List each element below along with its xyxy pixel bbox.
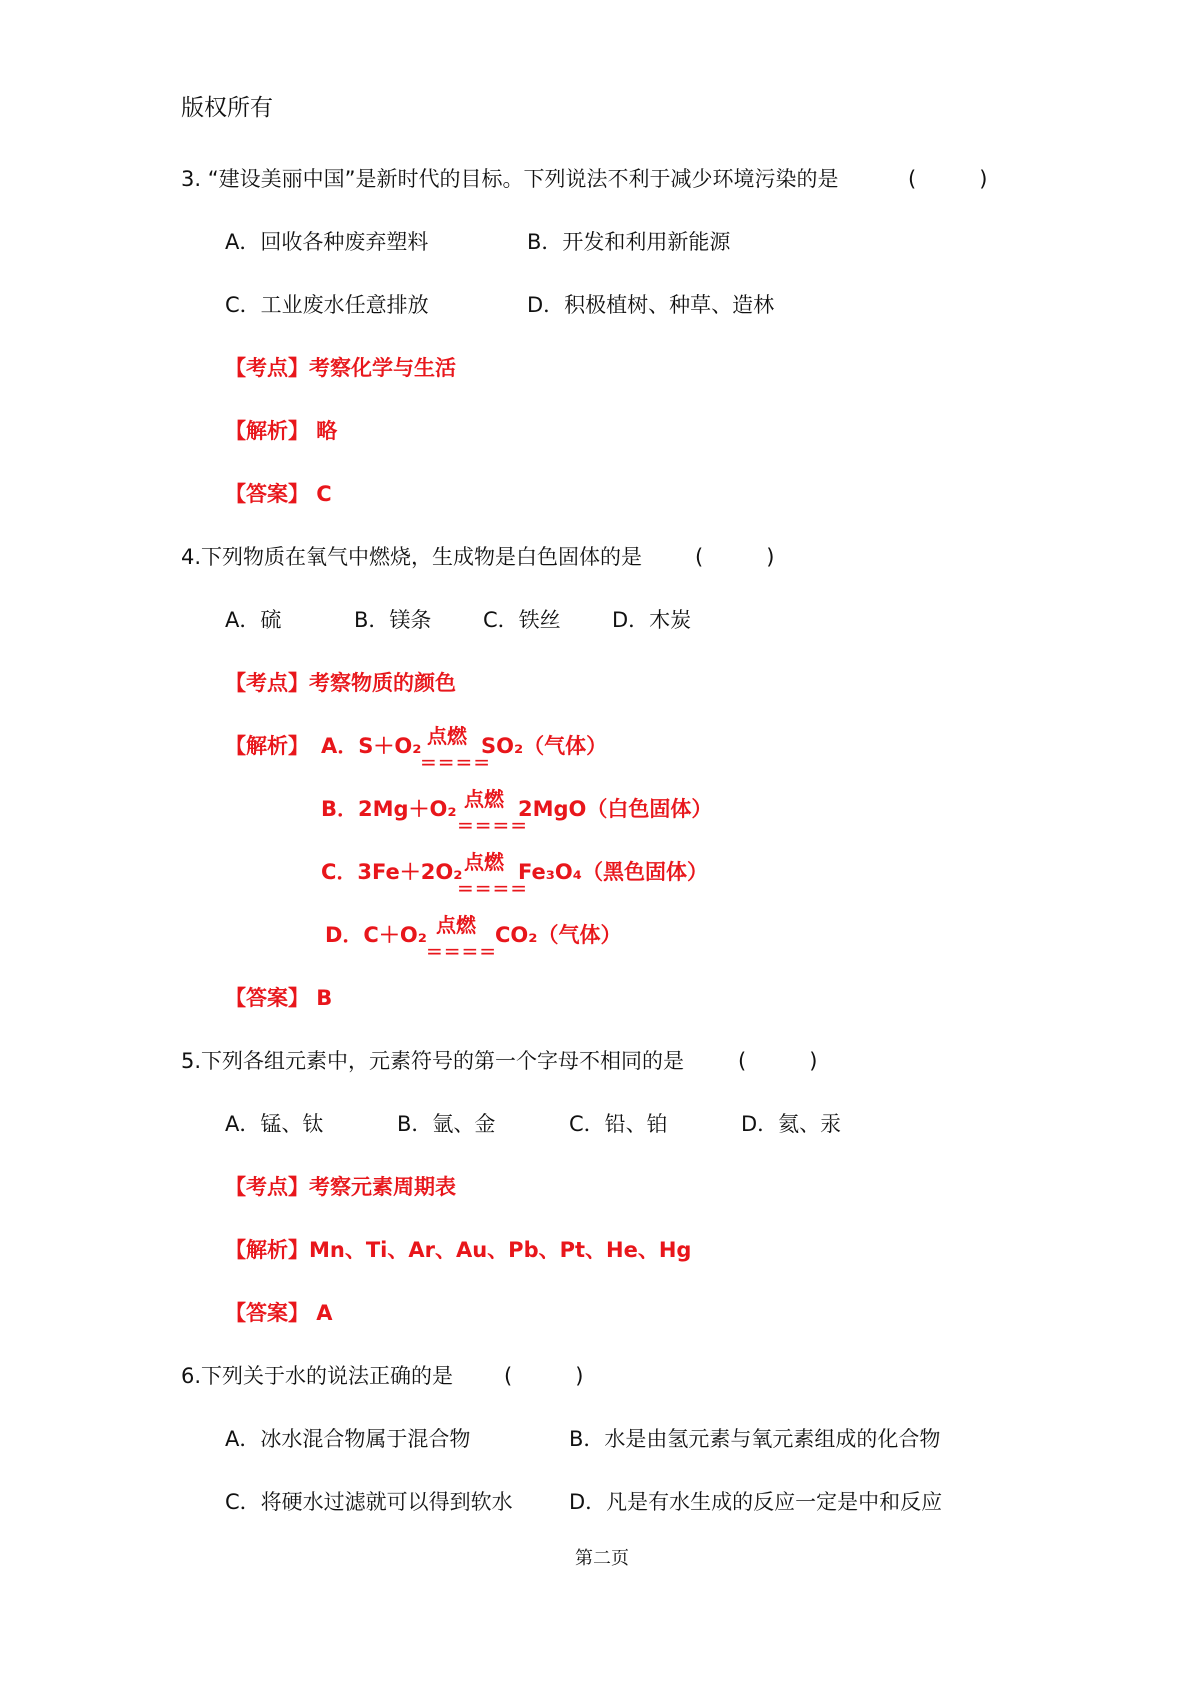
- equation-reactants: C．3Fe＋2O₂: [321, 860, 463, 884]
- reaction-condition: 点燃: [436, 913, 476, 937]
- q3-answer-paren: ( ): [908, 167, 988, 191]
- reaction-equals: ====: [426, 939, 498, 963]
- equation-products: SO₂（气体）: [481, 734, 608, 758]
- q4-stem: 4.下列物质在氧气中燃烧，生成物是白色固体的是: [181, 545, 643, 569]
- q4-option-b: B．镁条: [354, 608, 432, 632]
- q5-answer: 【答案】 A: [225, 1301, 333, 1325]
- q5-option-c: C．铅、铂: [569, 1112, 668, 1136]
- q6-option-c: C．将硬水过滤就可以得到软水: [225, 1490, 513, 1514]
- q4-option-a: A．硫: [225, 608, 282, 632]
- q4-equation-a: [321, 724, 651, 781]
- reaction-equals: ====: [457, 876, 529, 900]
- q5-kaodian: 【考点】考察元素周期表: [225, 1175, 456, 1199]
- reaction-equals: ====: [457, 813, 529, 837]
- q3-stem: 3. “建设美丽中国”是新时代的目标。下列说法不利于减少环境污染的是: [181, 167, 839, 191]
- q5-stem: 5.下列各组元素中，元素符号的第一个字母不相同的是: [181, 1049, 685, 1073]
- equation-products: CO₂（气体）: [495, 923, 622, 947]
- equation-reactants: A．S＋O₂: [321, 734, 422, 758]
- q3-option-c: C．工业废水任意排放: [225, 293, 429, 317]
- q3-jiexi: 【解析】 略: [225, 419, 338, 443]
- q5-answer-paren: ( ): [738, 1049, 818, 1073]
- reaction-condition: 点燃: [464, 787, 504, 811]
- reaction-condition: 点燃: [427, 724, 467, 748]
- q4-equation-d: [325, 913, 655, 970]
- q3-answer: 【答案】 C: [225, 482, 332, 506]
- q4-answer-paren: ( ): [695, 545, 775, 569]
- q5-option-a: A．锰、钛: [225, 1112, 324, 1136]
- reaction-equals: ====: [420, 750, 492, 774]
- q6-option-a: A．冰水混合物属于混合物: [225, 1427, 471, 1451]
- equation-reactants: D．C＋O₂: [325, 923, 427, 947]
- q4-kaodian: 【考点】考察物质的颜色: [225, 671, 456, 695]
- q3-option-b: B．开发和利用新能源: [527, 230, 731, 254]
- copyright-header: 版权所有: [181, 95, 273, 121]
- q4-option-d: D．木炭: [612, 608, 692, 632]
- q5-option-b: B．氩、金: [397, 1112, 496, 1136]
- q4-equation-c: [321, 850, 741, 907]
- q6-answer-paren: ( ): [504, 1364, 584, 1388]
- equation-products: Fe₃O₄（黑色固体）: [518, 860, 708, 884]
- q3-option-d: D．积极植树、种草、造林: [527, 293, 775, 317]
- q6-stem: 6.下列关于水的说法正确的是: [181, 1364, 454, 1388]
- equation-products: 2MgO（白色固体）: [518, 797, 713, 821]
- q6-option-b: B．水是由氢元素与氧元素组成的化合物: [569, 1427, 941, 1451]
- q5-option-d: D．氦、汞: [741, 1112, 842, 1136]
- page-number: 第二页: [575, 1548, 629, 1569]
- equation-reactants: B．2Mg＋O₂: [321, 797, 457, 821]
- q3-option-a: A．回收各种废弃塑料: [225, 230, 429, 254]
- q4-answer: 【答案】 B: [225, 986, 333, 1010]
- q4-option-c: C．铁丝: [483, 608, 561, 632]
- q6-option-d: D．凡是有水生成的反应一定是中和反应: [569, 1490, 943, 1514]
- q3-kaodian: 【考点】考察化学与生活: [225, 356, 456, 380]
- q5-jiexi: 【解析】Mn、Ti、Ar、Au、Pb、Pt、He、Hg: [225, 1238, 692, 1262]
- q4-jiexi-label: 【解析】: [225, 734, 309, 758]
- q4-equation-b: [321, 787, 741, 844]
- reaction-condition: 点燃: [464, 850, 504, 874]
